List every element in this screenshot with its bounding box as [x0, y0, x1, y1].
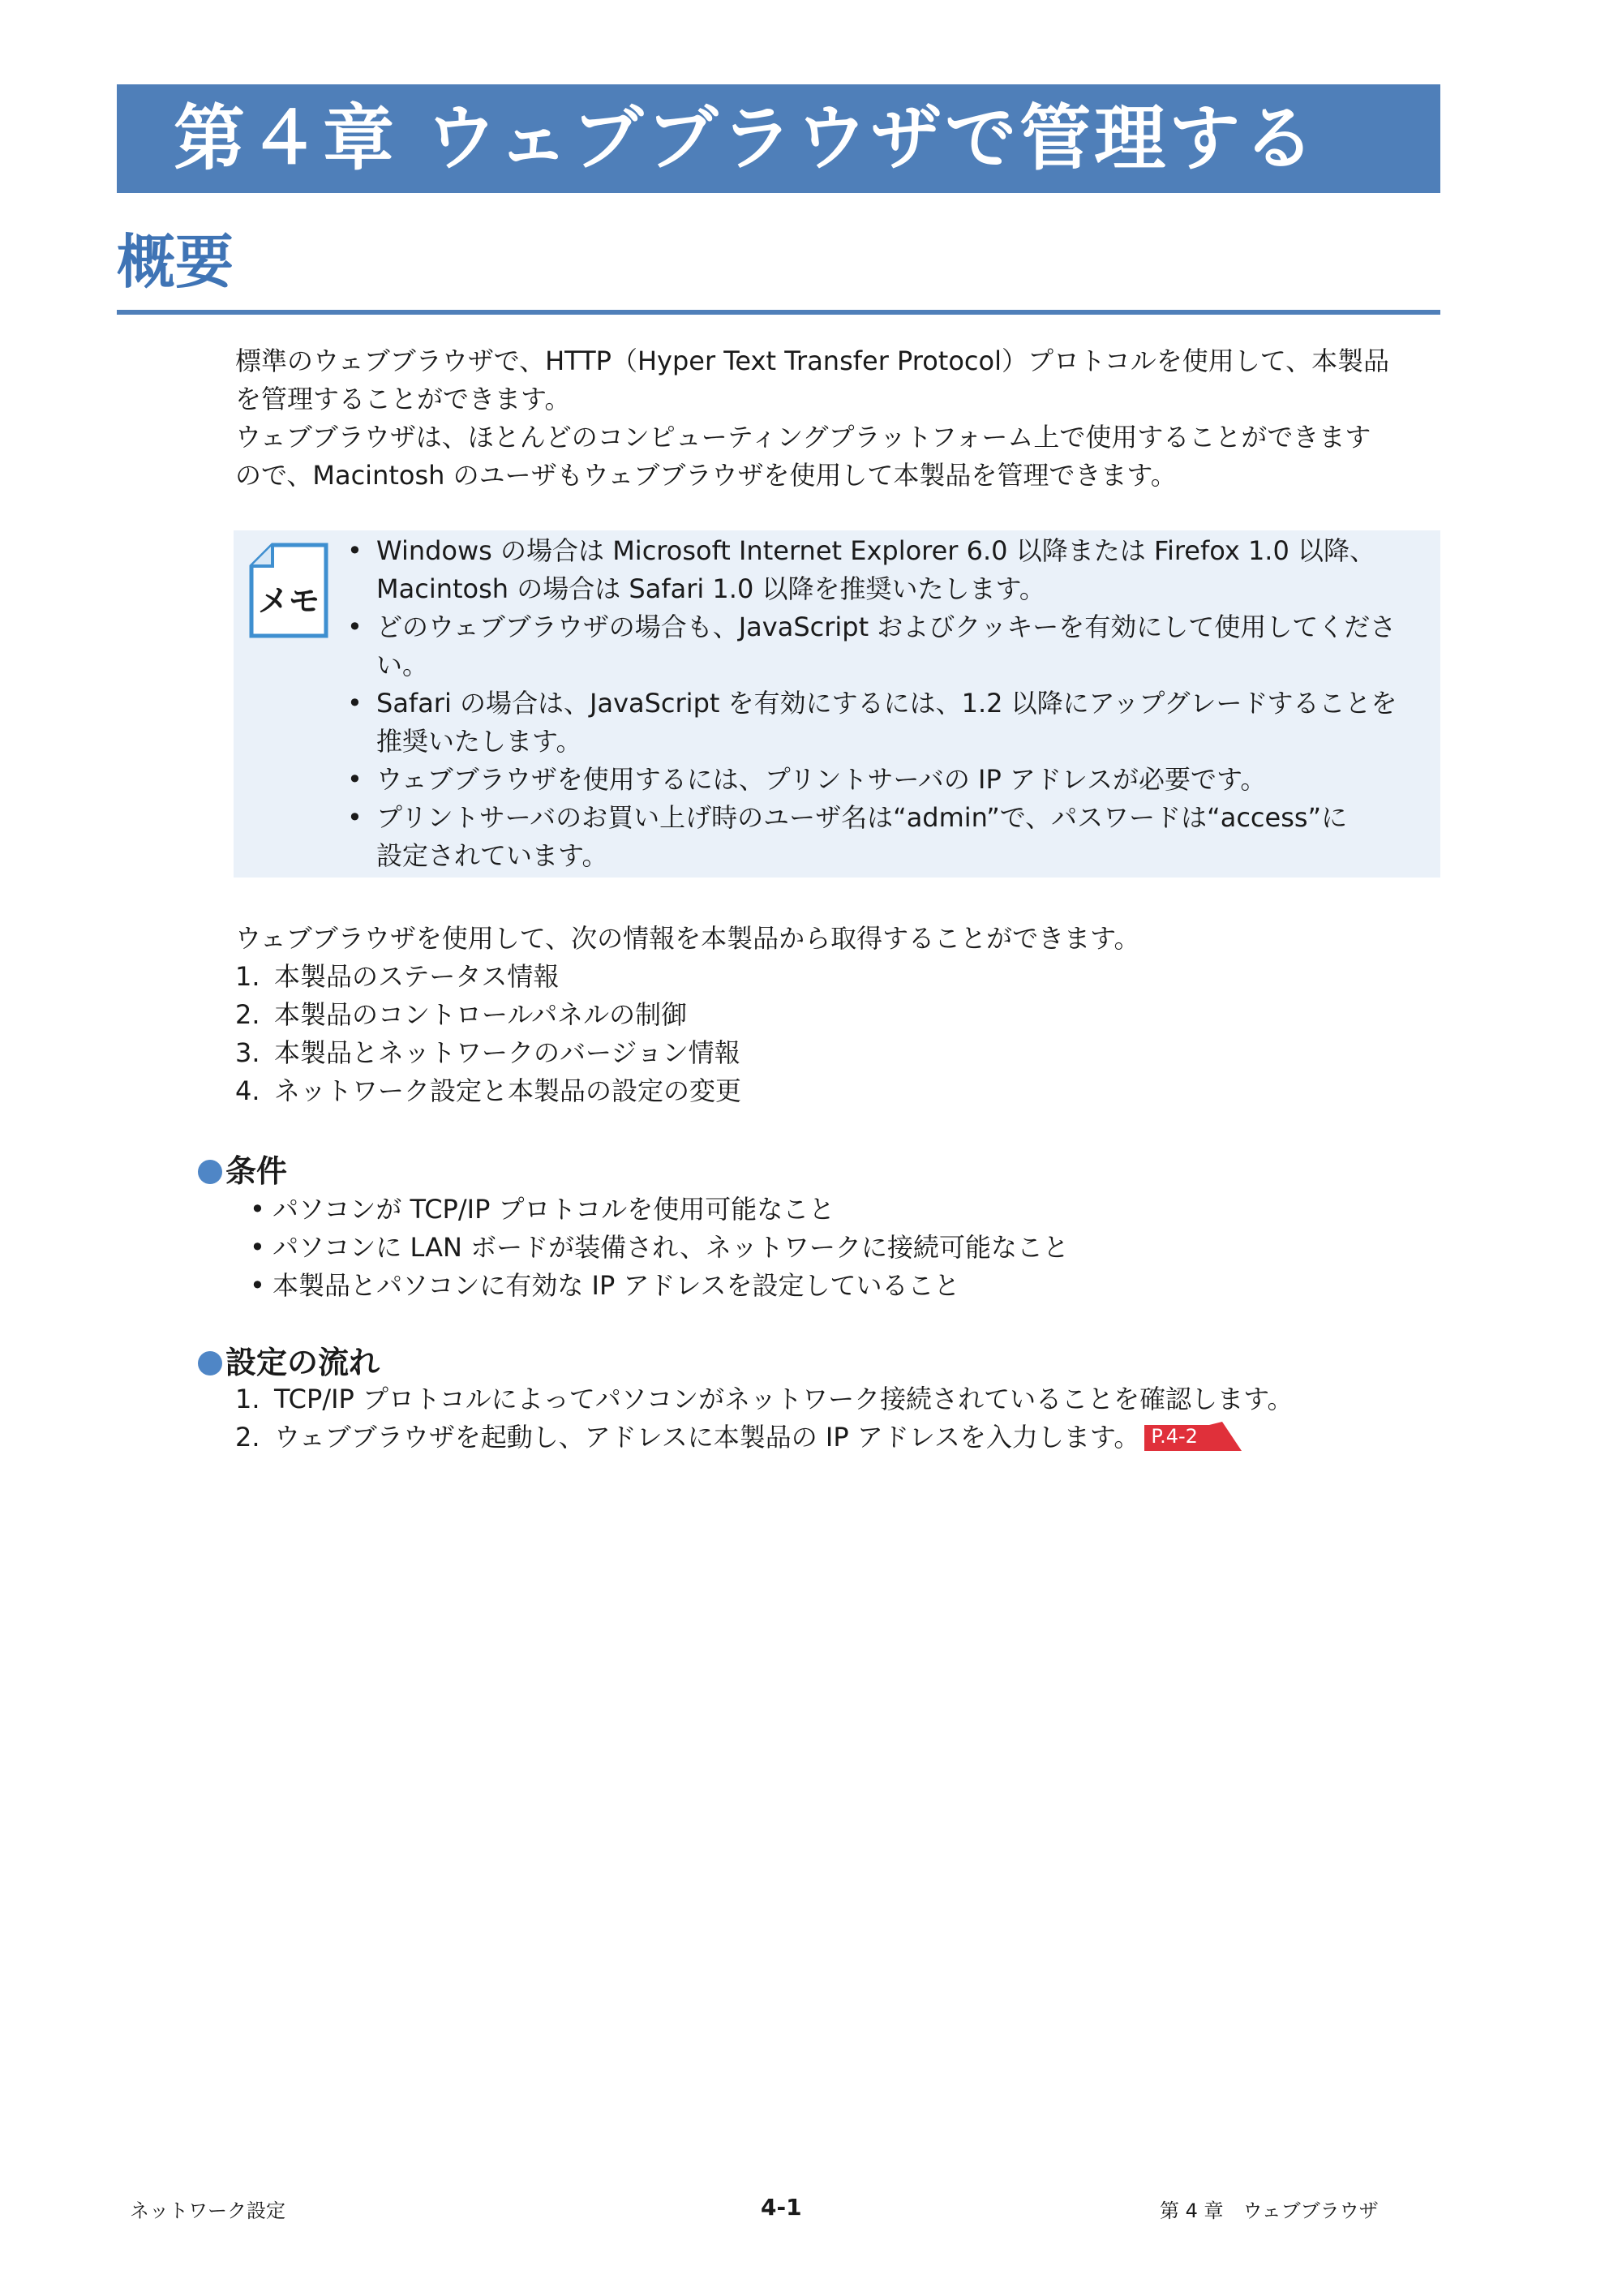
flow-section — [235, 1380, 1294, 1457]
conditions-heading — [198, 1152, 287, 1191]
list-item — [250, 1191, 1069, 1229]
intro-line: ので、Macintosh のユーザもウェブブラウザを使用して本製品を管理できます。 — [235, 460, 1177, 491]
list-item — [235, 1034, 1440, 1072]
memo-box — [234, 530, 1440, 878]
chapter-title: 第４章 ウェブブラウザで管理する — [117, 84, 1440, 193]
list-item — [250, 1229, 1069, 1267]
list-item — [235, 1380, 1294, 1418]
list-number: 2. — [235, 999, 260, 1030]
bullet: • — [347, 764, 363, 795]
memo-item-line: Safari の場合は、JavaScript を有効にするには、1.2 以降にアップグレードすることを — [376, 688, 1397, 719]
list-item — [235, 1418, 1294, 1457]
bullet: • — [347, 688, 363, 719]
list-number: 3. — [235, 1037, 260, 1068]
memo-item-line: い。 — [376, 650, 429, 680]
obtain-section — [235, 920, 1440, 1110]
list-number: 2. — [235, 1422, 260, 1453]
list-number: 1. — [235, 1384, 260, 1414]
bullet: • — [347, 612, 363, 642]
memo-item-line: プリントサーバのお買い上げ時のユーザ名は“admin”で、パスワードは“access”に — [376, 802, 1348, 833]
bullet: • — [347, 535, 363, 566]
section-title: 概要 — [117, 228, 234, 296]
conditions-heading-label: 条件 — [225, 1153, 288, 1189]
flow-heading — [198, 1343, 380, 1382]
list-text: 本製品のステータス情報 — [274, 961, 560, 992]
list-item — [250, 1267, 1069, 1305]
obtain-list — [235, 958, 1440, 1110]
obtain-lead: ウェブブラウザを使用して、次の情報を本製品から取得することができます。 — [235, 923, 1140, 954]
page-reference-link[interactable] — [1144, 1422, 1242, 1451]
intro-paragraph — [235, 342, 1440, 495]
heading-bullet-icon — [198, 1160, 222, 1184]
bullet: • — [347, 802, 363, 833]
page-number: 4-1 — [761, 2194, 802, 2221]
footer-right: 第 4 章 ウェブブラウザ — [1160, 2199, 1379, 2222]
intro-line: を管理することができます。 — [235, 384, 571, 414]
memo-item-line: 設定されています。 — [376, 840, 608, 871]
memo-item-line: 推奨いたします。 — [376, 726, 582, 757]
list-text: パソコンに LAN ボードが装備され、ネットワークに接続可能なこと — [272, 1232, 1070, 1263]
memo-item-line: Macintosh の場合は Safari 1.0 以降を推奨いたします。 — [376, 573, 1045, 604]
list-number: 4. — [235, 1075, 260, 1106]
list-text: TCP/IP プロトコルによってパソコンがネットワーク接続されていることを確認します。 — [274, 1384, 1294, 1414]
list-item — [235, 1072, 1440, 1110]
list-text: 本製品のコントロールパネルの制御 — [274, 999, 688, 1030]
list-number: 1. — [235, 961, 260, 992]
heading-bullet-icon — [198, 1351, 222, 1375]
memo-item — [347, 685, 1440, 761]
flow-list — [235, 1380, 1294, 1457]
memo-list — [347, 532, 1440, 875]
page-reference-label: P.4-2 — [1151, 1425, 1198, 1448]
memo-item — [347, 532, 1440, 608]
intro-line: ウェブブラウザは、ほとんどのコンピューティングプラットフォーム上で使用することができます — [235, 422, 1371, 453]
list-text: ネットワーク設定と本製品の設定の変更 — [274, 1075, 742, 1106]
memo-item — [347, 761, 1440, 799]
bullet: • — [250, 1194, 265, 1225]
memo-icon-label: メモ — [257, 583, 320, 619]
intro-line: 標準のウェブブラウザで、HTTP（Hyper Text Transfer Protocol）プロトコルを使用して、本製品 — [235, 345, 1390, 376]
list-text: 本製品とパソコンに有効な IP アドレスを設定していること — [272, 1270, 960, 1301]
memo-item-line: Windows の場合は Microsoft Internet Explorer 6.0 以降または Firefox 1.0 以降、 — [376, 535, 1376, 566]
list-text: パソコンが TCP/IP プロトコルを使用可能なこと — [272, 1194, 835, 1225]
section-divider — [117, 310, 1440, 315]
flow-heading-label: 設定の流れ — [225, 1345, 380, 1380]
footer-left: ネットワーク設定 — [130, 2199, 285, 2222]
list-text: ウェブブラウザを起動し、アドレスに本製品の IP アドレスを入力します。 — [274, 1422, 1140, 1453]
memo-icon — [248, 542, 329, 639]
memo-item — [347, 799, 1440, 875]
memo-item — [347, 608, 1440, 685]
list-item — [235, 996, 1440, 1034]
conditions-list — [250, 1191, 1069, 1305]
memo-item-line: どのウェブブラウザの場合も、JavaScript およびクッキーを有効にして使用してくださ — [376, 612, 1397, 642]
bullet: • — [250, 1270, 265, 1301]
list-text: 本製品とネットワークのバージョン情報 — [274, 1037, 740, 1068]
bullet: • — [250, 1232, 265, 1263]
memo-item-line: ウェブブラウザを使用するには、プリントサーバの IP アドレスが必要です。 — [376, 764, 1267, 795]
list-item — [235, 958, 1440, 996]
